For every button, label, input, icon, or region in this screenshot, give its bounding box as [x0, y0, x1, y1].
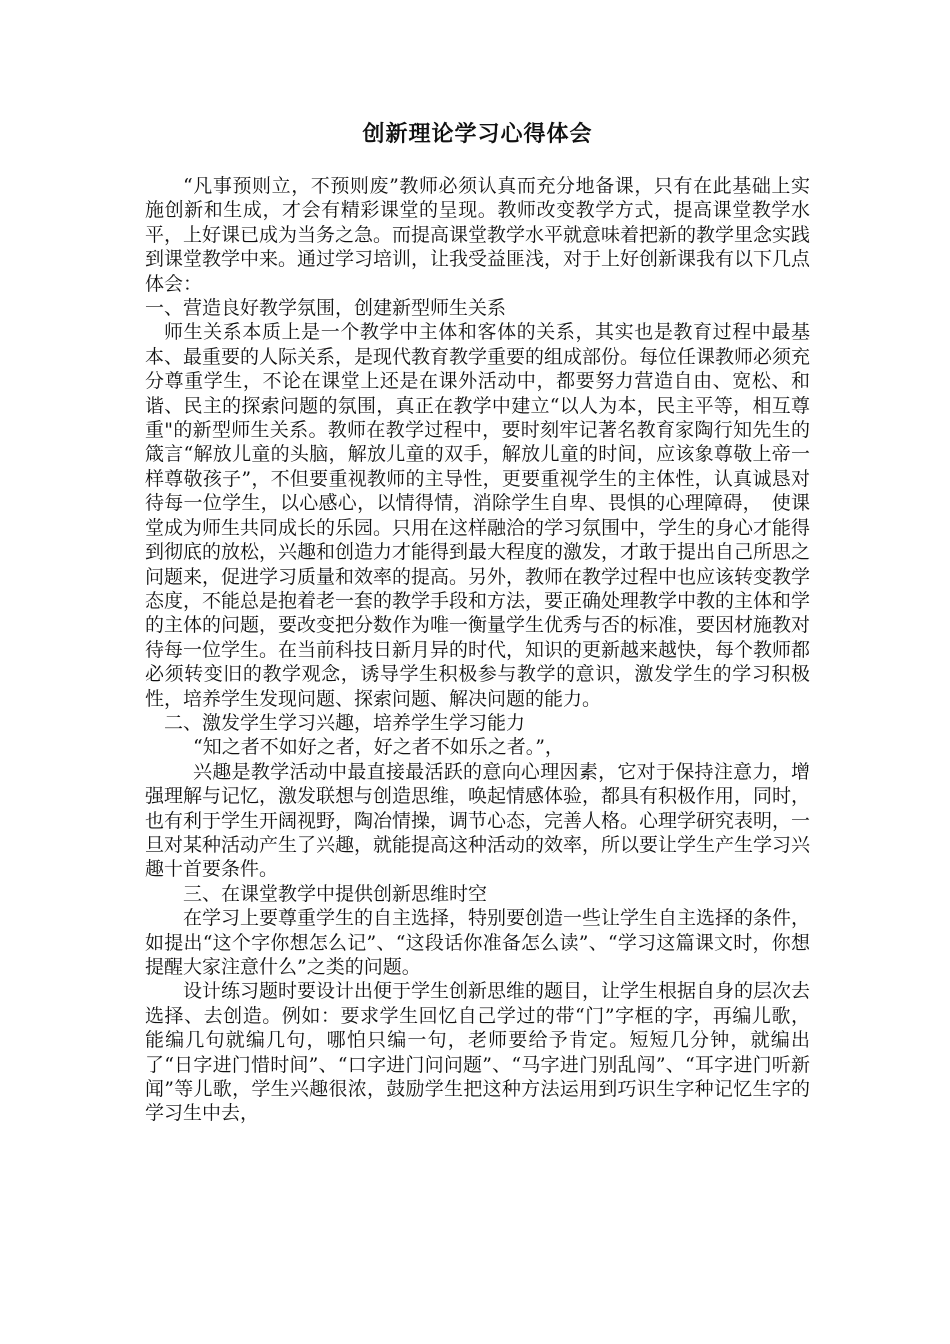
document-page [145, 118, 810, 1126]
section-3-paragraph-2: 设计练习题时要设计出便于学生创新思维的题目，让学生根据自身的层次去选择、去创造。例如：要求学生回忆自己学过的带“门”字框的字，再编儿歌，能编几句就编几句，哪怕只编一句，老师要给予肯定。短短几分钟，就编出了“日字进门惜时间”、“口字进门问问题”、“马字进门别乱闯”、“耳字进门听新闻”等儿歌，学生兴趣很浓，鼓励学生把这种方法运用到巧识生字种记忆生字的学习生中去， [145, 980, 811, 1125]
quote-line: “知之者不如好之者，好之者不如乐之者。”， [193, 736, 564, 759]
intro-paragraph: “凡事预则立，不预则废”教师必须认真而充分地备课，只有在此基础上实施创新和生成，才会有精彩课堂的呈现。教师改变教学方式，提高课堂教学水平，上好课已成为当务之急。而提高课堂教学水平就意味着把新的教学里念实践到课堂教学中来。通过学习培训，让我受益匪浅，对于上好创新课我有以下几点体会： [145, 175, 811, 295]
section-1-paragraph: 师生关系本质上是一个教学中主体和客体的关系，其实也是教育过程中最基本、最重要的人际关系，是现代教育教学重要的组成部份。每位任课教师必须充分尊重学生，不论在课堂上还是在课外活动中，都要努力营造自由、宽松、和谐、民主的探索问题的氛围，真正在教学中建立“以人为本，民主平等，相互尊重"的新型师生关系。教师在教学过程中，要时刻牢记著名教育家陶行知先生的箴言“解放儿童的头脑，解放儿童的双手，解放儿童的时间，应该象尊敬上帝一样尊敬孩子”，不但要重视教师的主导性，更要重视学生的主体性，认真诚恳对待每一位学生，以心感心，以情得情，消除学生自卑、畏惧的心理障碍， 使课堂成为师生共同成长的乐园。只用在这样融洽的学习氛围中，学生的身心才能得到彻底的放松，兴趣和创造力才能得到最大程度的激发，才敢于提出自己所思之问题来，促进学习质量和效率的提高。另外，教师在教学过程中也应该转变教学态度，不能总是抱着老一套的教学手段和方法，要正确处理教学中教的主体和学的主体的问题，要改变把分数作为唯一衡量学生优秀与否的标准，要因材施教对待每一位学生。在当前科技日新月异的时代，知识的更新越来越快，每个教师都必须转变旧的教学观念，诱导学生积极参与教学的意识，激发学生的学习积极性，培养学生发现问题、探索问题、解决问题的能力。 [145, 321, 811, 710]
section-3-paragraph-1: 在学习上要尊重学生的自主选择，特别要创造一些让学生自主选择的条件，如提出“这个字你想怎么记”、“这段话你准备怎么读”、“学习这篇课文时，你想提醒大家注意什么”之类的问题。 [145, 907, 811, 978]
section-heading-2: 二、激发学生学习兴趣，培养学生学习能力 [164, 711, 526, 734]
document-title: 创新理论学习心得体会 [362, 121, 593, 147]
section-2-paragraph: 兴趣是教学活动中最直接最活跃的意向心理因素，它对于保持注意力，增强理解与记忆，激发联想与创造思维，唤起情感体验，都具有积极作用，同时，也有利于学生开阔视野，陶冶情操，调节心态，完善人格。心理学研究表明，一旦对某种活动产生了兴趣，就能提高这种活动的效率，所以要让学生产生学习兴趣十首要条件。 [145, 760, 811, 881]
section-heading-3: 三、在课堂教学中提供创新思维时空 [183, 882, 488, 905]
section-heading-1: 一、营造良好教学氛围，创建新型师生关系 [145, 297, 507, 320]
